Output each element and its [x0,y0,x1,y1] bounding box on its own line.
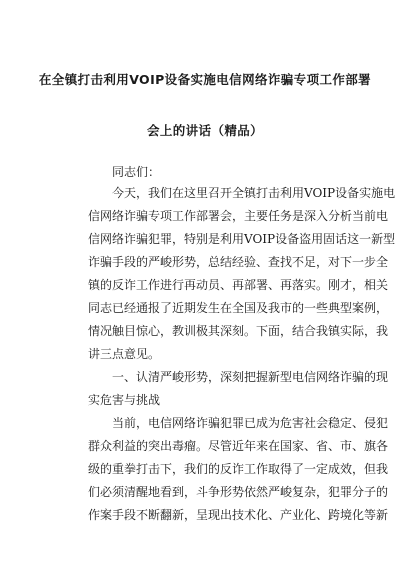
paragraph-line: 当前，电信网络诈骗犯罪已成为危害社会稳定、侵犯 [112,416,389,430]
heading-line: 实危害与挑战 [88,393,161,407]
document-title-line-2: 会上的讲话（精品） [146,123,264,138]
document-title-line-1: 在全镇打击利用VOIP设备实施电信网络诈骗专项工作部署 [38,72,372,87]
paragraph-line: 同志已经通报了近期发生在全国及我市的一些典型案例， [88,301,389,315]
paragraph-line: 级的重拳打击下，我们的反诈工作取得了一定成效，但我 [88,462,389,476]
paragraph-line: 情况触目惊心，教训极其深刻。下面，结合我镇实际，我 [88,324,389,338]
heading-line: 一、认清严峻形势，深刻把握新型电信网络诈骗的现 [112,370,389,384]
paragraph-line: 今天，我们在这里召开全镇打击利用VOIP设备实施电 [112,186,396,200]
paragraph-line: 作案手段不断翻新，呈现出技术化、产业化、跨境化等新 [88,508,389,522]
paragraph-line: 群众利益的突出毒瘤。尽管近年来在国家、省、市、旗各 [88,439,389,453]
paragraph-line: 信网络诈骗犯罪，特别是利用VOIP设备盗用固话这一新型 [88,232,396,246]
paragraph-line: 们必须清醒地看到，斗争形势依然严峻复杂，犯罪分子的 [88,485,389,499]
paragraph-line: 信网络诈骗专项工作部署会，主要任务是深入分析当前电 [88,209,389,223]
paragraph-line: 讲三点意见。 [88,347,161,361]
paragraph-line: 镇的反诈工作进行再动员、再部署、再落实。刚才，相关 [88,278,389,292]
salutation: 同志们： [112,165,161,179]
paragraph-line: 诈骗手段的严峻形势，总结经验、查找不足，对下一步全 [88,255,389,269]
